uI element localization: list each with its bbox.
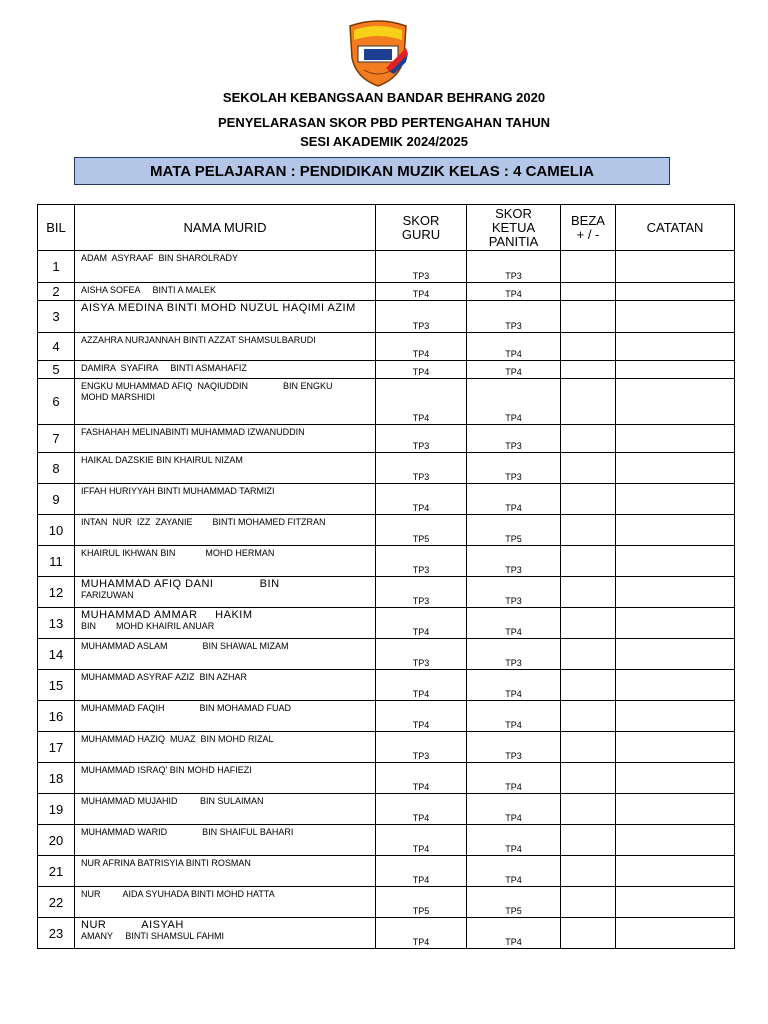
row-catatan — [616, 856, 735, 887]
row-bil: 7 — [38, 425, 75, 453]
row-student-name-cell — [75, 251, 376, 283]
student-name: DAMIRA SYAFIRA BINTI ASMAHAFIZ — [81, 363, 247, 373]
header-catatan: CATATAN — [616, 205, 735, 251]
student-name: MUHAMMAD AFIQ DANI BIN — [81, 578, 280, 590]
table-row — [38, 856, 735, 887]
row-student-name-cell — [75, 794, 376, 825]
row-beza — [561, 453, 616, 484]
row-bil: 12 — [38, 577, 75, 608]
row-skor-guru: TP4 — [376, 484, 467, 515]
row-student-name-cell — [75, 484, 376, 515]
student-name: AISYA MEDINA BINTI MOHD NUZUL HAQIMI AZIM — [81, 302, 356, 314]
row-student-name-cell — [75, 515, 376, 546]
row-student-name-cell — [75, 301, 376, 333]
row-skor-guru: TP4 — [376, 361, 467, 379]
row-beza — [561, 732, 616, 763]
student-name: AISHA SOFEA BINTI A MALEK — [81, 285, 217, 295]
student-name: NUR AISYAH — [81, 919, 184, 931]
row-skor-ketua: TP4 — [467, 379, 561, 425]
row-catatan — [616, 577, 735, 608]
table-row — [38, 763, 735, 794]
row-student-name-cell — [75, 453, 376, 484]
row-bil: 16 — [38, 701, 75, 732]
table-row — [38, 361, 735, 379]
row-catatan — [616, 639, 735, 670]
student-name: MUHAMMAD HAZIQ MUAZ BIN MOHD RIZAL — [81, 734, 274, 744]
row-catatan — [616, 546, 735, 577]
table-row — [38, 484, 735, 515]
row-skor-ketua: TP3 — [467, 301, 561, 333]
row-bil: 10 — [38, 515, 75, 546]
student-name: AZZAHRA NURJANNAH BINTI AZZAT SHAMSULBARUDI — [81, 335, 316, 345]
row-skor-guru: TP5 — [376, 887, 467, 918]
student-name: HAIKAL DAZSKIE BIN KHAIRUL NIZAM — [81, 455, 243, 465]
row-student-name-cell — [75, 856, 376, 887]
row-catatan — [616, 701, 735, 732]
student-name: MUHAMMAD ISRAQ' BIN MOHD HAFIEZI — [81, 765, 252, 775]
row-catatan — [616, 484, 735, 515]
student-name: MUHAMMAD FAQIH BIN MOHAMAD FUAD — [81, 703, 292, 713]
row-skor-ketua: TP4 — [467, 701, 561, 732]
header-nama-murid: NAMA MURID — [75, 205, 376, 251]
document-title: PENYELARASAN SKOR PBD PERTENGAHAN TAHUN — [217, 115, 550, 130]
row-beza — [561, 918, 616, 949]
score-table — [37, 204, 735, 949]
row-student-name-cell — [75, 546, 376, 577]
row-bil: 14 — [38, 639, 75, 670]
table-row — [38, 425, 735, 453]
row-skor-ketua: TP4 — [467, 608, 561, 639]
student-name: NUR AFRINA BATRISYIA BINTI ROSMAN — [81, 858, 251, 868]
row-bil: 8 — [38, 453, 75, 484]
row-catatan — [616, 453, 735, 484]
row-skor-guru: TP4 — [376, 333, 467, 361]
row-catatan — [616, 361, 735, 379]
row-catatan — [616, 608, 735, 639]
table-row — [38, 251, 735, 283]
student-name-continued: MOHD MARSHIDI — [81, 392, 155, 402]
row-skor-ketua: TP4 — [467, 484, 561, 515]
student-name-continued: FARIZUWAN — [81, 590, 134, 600]
row-beza — [561, 515, 616, 546]
student-name-continued: AMANY BINTI SHAMSUL FAHMI — [81, 931, 225, 941]
table-row — [38, 283, 735, 301]
row-student-name-cell — [75, 608, 376, 639]
row-catatan — [616, 887, 735, 918]
row-beza — [561, 887, 616, 918]
row-bil: 9 — [38, 484, 75, 515]
row-skor-ketua: TP3 — [467, 453, 561, 484]
row-skor-guru: TP3 — [376, 732, 467, 763]
row-beza — [561, 361, 616, 379]
row-skor-ketua: TP4 — [467, 361, 561, 379]
row-beza — [561, 546, 616, 577]
subject-banner: MATA PELAJARAN : PENDIDIKAN MUZIK KELAS : 4 CAMELIA — [74, 157, 670, 185]
row-skor-ketua: TP4 — [467, 283, 561, 301]
table-row — [38, 301, 735, 333]
row-beza — [561, 251, 616, 283]
row-bil: 3 — [38, 301, 75, 333]
row-catatan — [616, 794, 735, 825]
row-catatan — [616, 301, 735, 333]
row-bil: 17 — [38, 732, 75, 763]
row-beza — [561, 763, 616, 794]
row-skor-guru: TP4 — [376, 379, 467, 425]
row-bil: 20 — [38, 825, 75, 856]
row-student-name-cell — [75, 825, 376, 856]
school-name: SEKOLAH KEBANGSAAN BANDAR BEHRANG 2020 — [222, 90, 546, 105]
row-beza — [561, 283, 616, 301]
row-student-name-cell — [75, 639, 376, 670]
row-bil: 4 — [38, 333, 75, 361]
student-name: MUHAMMAD AMMAR HAKIM — [81, 609, 253, 621]
row-student-name-cell — [75, 361, 376, 379]
row-student-name-cell — [75, 918, 376, 949]
row-skor-guru: TP4 — [376, 918, 467, 949]
row-skor-guru: TP3 — [376, 577, 467, 608]
table-row — [38, 639, 735, 670]
row-skor-guru: TP4 — [376, 283, 467, 301]
row-bil: 2 — [38, 283, 75, 301]
row-skor-ketua: TP4 — [467, 825, 561, 856]
row-catatan — [616, 515, 735, 546]
row-bil: 6 — [38, 379, 75, 425]
table-row — [38, 825, 735, 856]
table-row — [38, 515, 735, 546]
row-skor-ketua: TP4 — [467, 856, 561, 887]
row-skor-guru: TP4 — [376, 856, 467, 887]
row-skor-guru: TP4 — [376, 763, 467, 794]
row-beza — [561, 608, 616, 639]
table-row — [38, 918, 735, 949]
row-catatan — [616, 283, 735, 301]
table-body — [38, 251, 735, 949]
student-name: MUHAMMAD MUJAHID BIN SULAIMAN — [81, 796, 264, 806]
student-name: MUHAMMAD ASYRAF AZIZ BIN AZHAR — [81, 672, 248, 682]
header-skor-ketua-panitia: SKOR KETUA PANITIA — [467, 205, 561, 251]
row-skor-guru: TP3 — [376, 639, 467, 670]
header-bil: BIL — [38, 205, 75, 251]
row-skor-ketua: TP3 — [467, 425, 561, 453]
row-catatan — [616, 251, 735, 283]
row-skor-ketua: TP4 — [467, 763, 561, 794]
header-beza: BEZA + / - — [561, 205, 616, 251]
row-skor-ketua: TP3 — [467, 639, 561, 670]
row-student-name-cell — [75, 701, 376, 732]
row-skor-ketua: TP3 — [467, 251, 561, 283]
student-name: MUHAMMAD ASLAM BIN SHAWAL MIZAM — [81, 641, 289, 651]
row-skor-ketua: TP3 — [467, 732, 561, 763]
row-catatan — [616, 918, 735, 949]
row-bil: 22 — [38, 887, 75, 918]
row-beza — [561, 639, 616, 670]
row-skor-ketua: TP4 — [467, 670, 561, 701]
row-skor-ketua: TP4 — [467, 794, 561, 825]
row-bil: 13 — [38, 608, 75, 639]
row-bil: 19 — [38, 794, 75, 825]
table-row — [38, 333, 735, 361]
row-student-name-cell — [75, 425, 376, 453]
row-catatan — [616, 763, 735, 794]
row-skor-guru: TP4 — [376, 608, 467, 639]
row-beza — [561, 701, 616, 732]
row-student-name-cell — [75, 732, 376, 763]
student-name: IFFAH HURIYYAH BINTI MUHAMMAD TARMIZI — [81, 486, 275, 496]
student-name: MUHAMMAD WARID BIN SHAIFUL BAHARI — [81, 827, 294, 837]
row-student-name-cell — [75, 887, 376, 918]
table-row — [38, 794, 735, 825]
student-name: INTAN NUR IZZ ZAYANIE BINTI MOHAMED FITZRAN — [81, 517, 326, 527]
table-row — [38, 546, 735, 577]
row-bil: 1 — [38, 251, 75, 283]
row-student-name-cell — [75, 763, 376, 794]
row-beza — [561, 577, 616, 608]
student-name: KHAIRUL IKHWAN BIN MOHD HERMAN — [81, 548, 275, 558]
row-skor-guru: TP3 — [376, 251, 467, 283]
row-beza — [561, 333, 616, 361]
row-bil: 5 — [38, 361, 75, 379]
row-catatan — [616, 425, 735, 453]
row-catatan — [616, 732, 735, 763]
row-student-name-cell — [75, 379, 376, 425]
row-beza — [561, 794, 616, 825]
student-name-continued: BIN MOHD KHAIRIL ANUAR — [81, 621, 215, 631]
school-crest-icon — [346, 18, 410, 88]
row-skor-ketua: TP4 — [467, 918, 561, 949]
row-beza — [561, 301, 616, 333]
row-beza — [561, 856, 616, 887]
row-bil: 23 — [38, 918, 75, 949]
row-skor-ketua: TP4 — [467, 333, 561, 361]
row-beza — [561, 670, 616, 701]
row-catatan — [616, 825, 735, 856]
student-name: NUR AIDA SYUHADA BINTI MOHD HATTA — [81, 889, 275, 899]
table-row — [38, 732, 735, 763]
row-skor-guru: TP4 — [376, 701, 467, 732]
table-row — [38, 608, 735, 639]
row-bil: 18 — [38, 763, 75, 794]
row-catatan — [616, 379, 735, 425]
row-beza — [561, 379, 616, 425]
row-student-name-cell — [75, 577, 376, 608]
row-catatan — [616, 333, 735, 361]
row-skor-guru: TP3 — [376, 425, 467, 453]
row-student-name-cell — [75, 283, 376, 301]
row-skor-ketua: TP5 — [467, 887, 561, 918]
row-bil: 21 — [38, 856, 75, 887]
row-skor-guru: TP5 — [376, 515, 467, 546]
row-beza — [561, 484, 616, 515]
row-skor-guru: TP4 — [376, 825, 467, 856]
row-skor-ketua: TP3 — [467, 577, 561, 608]
student-name: ADAM ASYRAAF BIN SHAROLRADY — [81, 253, 239, 263]
row-student-name-cell — [75, 333, 376, 361]
table-row — [38, 453, 735, 484]
table-row — [38, 670, 735, 701]
student-name: ENGKU MUHAMMAD AFIQ NAQIUDDIN BIN ENGKU — [81, 381, 333, 391]
row-skor-guru: TP4 — [376, 670, 467, 701]
row-beza — [561, 825, 616, 856]
row-skor-guru: TP4 — [376, 794, 467, 825]
table-header-row — [38, 205, 735, 251]
student-name: FASHAHAH MELINABINTI MUHAMMAD IZWANUDDIN — [81, 427, 305, 437]
row-skor-ketua: TP3 — [467, 546, 561, 577]
row-bil: 15 — [38, 670, 75, 701]
header-skor-guru: SKOR GURU — [376, 205, 467, 251]
row-beza — [561, 425, 616, 453]
row-bil: 11 — [38, 546, 75, 577]
table-row — [38, 701, 735, 732]
row-skor-ketua: TP5 — [467, 515, 561, 546]
row-skor-guru: TP3 — [376, 301, 467, 333]
academic-session: SESI AKADEMIK 2024/2025 — [300, 134, 468, 149]
table-row — [38, 379, 735, 425]
table-row — [38, 887, 735, 918]
row-catatan — [616, 670, 735, 701]
row-skor-guru: TP3 — [376, 453, 467, 484]
row-student-name-cell — [75, 670, 376, 701]
row-skor-guru: TP3 — [376, 546, 467, 577]
table-row — [38, 577, 735, 608]
